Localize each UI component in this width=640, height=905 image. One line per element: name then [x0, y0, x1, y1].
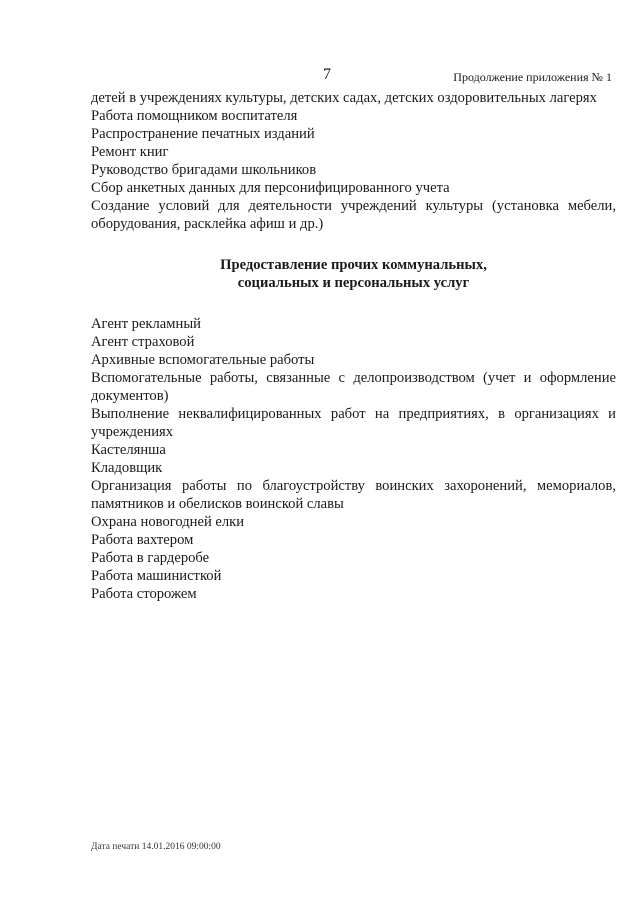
list-item: Работа сторожем — [91, 586, 197, 602]
list-item: детей в учреждениях культуры, детских садах, детских оздоровительных лагерях — [91, 90, 597, 106]
list-item: Создание условий для деятельности учреждений культуры (установка мебели, оборудования, расклейка афиш и др.) — [91, 198, 616, 232]
print-date: Дата печати 14.01.2016 09:00:00 — [91, 842, 221, 852]
list-item: Агент рекламный — [91, 316, 201, 332]
list-item: Руководство бригадами школьников — [91, 162, 317, 178]
list-item: Кладовщик — [91, 460, 163, 476]
list-item: Работа помощником воспитателя — [91, 108, 298, 124]
list-item: Работа вахтером — [91, 532, 194, 548]
appendix-continuation-note: Продолжение приложения № 1 — [453, 70, 612, 84]
list-item: Работа в гардеробе — [91, 550, 210, 566]
list-item: Кастелянша — [91, 442, 166, 458]
section-title-line: социальных и персональных услуг — [237, 275, 470, 291]
section-title — [91, 256, 616, 292]
list-item: Архивные вспомогательные работы — [91, 352, 315, 368]
page-number: 7 — [323, 66, 331, 83]
list-item: Охрана новогодней елки — [91, 514, 245, 530]
list-item: Работа машинисткой — [91, 568, 222, 584]
list-item: Распространение печатных изданий — [91, 126, 315, 142]
list-item: Ремонт книг — [91, 144, 169, 160]
list-item: Сбор анкетных данных для персонифицированного учета — [91, 180, 450, 196]
section-title-line: Предоставление прочих коммунальных, — [220, 257, 487, 273]
list-item: Вспомогательные работы, связанные с делопроизводством (учет и оформление документов) — [91, 370, 616, 404]
list-item: Агент страховой — [91, 334, 195, 350]
document-body — [91, 89, 616, 603]
list-item: Выполнение неквалифицированных работ на предприятиях, в организациях и учреждениях — [91, 406, 616, 440]
list-item: Организация работы по благоустройству воинских захоронений, мемориалов, памятников и обелисков воинской славы — [91, 478, 616, 512]
